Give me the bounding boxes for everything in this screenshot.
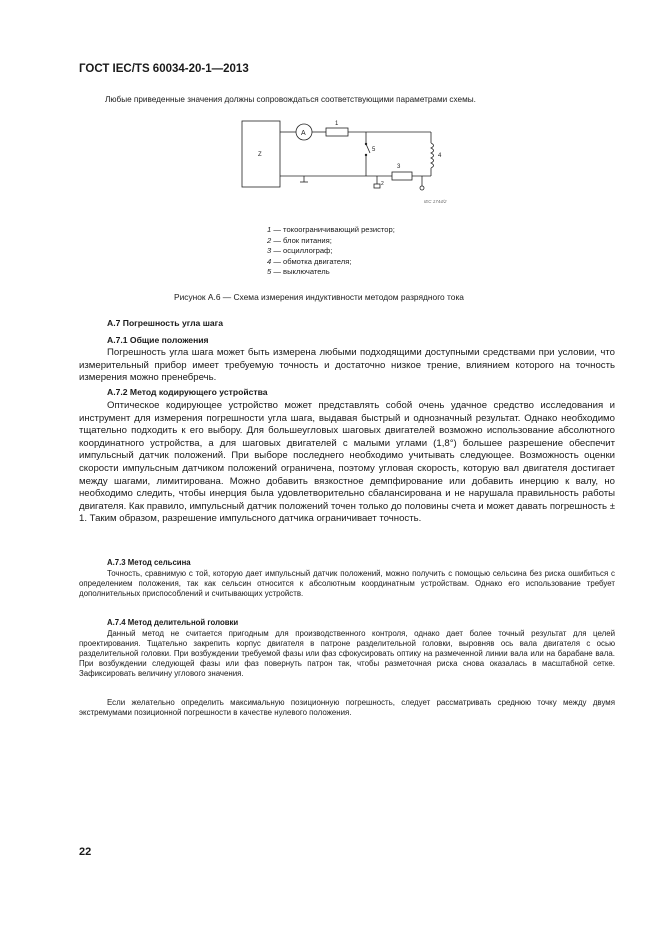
intro-text: Любые приведенные значения должны сопровождаться соответствующими параметрами схемы. xyxy=(105,95,476,104)
section-a7-title: А.7 Погрешность угла шага xyxy=(107,318,224,328)
label-ammeter: A xyxy=(301,130,306,137)
figure-legend xyxy=(267,225,395,278)
winding-4-symbol xyxy=(431,143,434,168)
label-3: 3 xyxy=(397,164,401,170)
label-1: 1 xyxy=(335,121,339,127)
label-2: 2 xyxy=(381,181,384,187)
subsection-a72-text: Оптическое кодирующее устройство может представлять собой очень удачное средство исследования и инструмент для измерения погрешности угла шага, выдавая быстрый и однозначный результат. Однако необходимо тщательно подходить к его выбору. Для большеугловых шаговых двигателей возможно использование абсолютного координатного устройства, а для шаговых двигателей с малыми углами (1,8°) большее разрешение обеспечит импульсный датчик положений. При выборе последнего необходимо учитывать следующее. Возможность оценки скорости импульсным датчиком положений ограничена, поэтому угловая скорость, которую вал двигателя достигает между шагами, лимитирована. Можно добавить вязкостное демпфирование или добавить инерцию к валу, но необходимо следить, чтобы инерция была удовлетворительно сбалансирована и не нарушала правильность работы двигателя. Как правило, импульсный датчик положений точен только до половины счета и может давать погрешность ± 1. Таким образом, разрешение импульсного датчика ограничивает точность. xyxy=(79,400,615,525)
subsection-a72-title: А.7.2 Метод кодирующего устройства xyxy=(107,387,268,397)
legend-item: 5 — выключатель xyxy=(267,267,330,277)
subsection-a74-title: А.7.4 Метод делительной головки xyxy=(107,618,239,627)
resistor-1-symbol xyxy=(326,128,348,136)
subsection-a71-text: Погрешность угла шага может быть измерена любыми подходящими доступными средствами при условии, что измерительный прибор имеет требуемую точность и достаточно низкое трение, влиянием которого на точность измерения можно пренебречь. xyxy=(79,347,615,384)
legend-item: 2 — блок питания; xyxy=(267,235,332,245)
subsection-a71-title: А.7.1 Общие положения xyxy=(107,335,209,345)
document-header: ГОСТ IEC/TS 60034-20-1—2013 xyxy=(79,63,249,75)
label-5: 5 xyxy=(372,147,376,153)
circuit-diagram xyxy=(234,117,474,217)
page-number: 22 xyxy=(79,846,92,858)
subsection-a73-title: А.7.3 Метод сельсина xyxy=(107,558,191,567)
iec-tag: IEC 1744/2 xyxy=(424,199,447,204)
resistor-3-symbol xyxy=(392,172,412,180)
label-4: 4 xyxy=(438,153,442,159)
figure-caption: Рисунок А.6 — Схема измерения индуктивности методом разрядного тока xyxy=(174,292,464,302)
label-z: Z xyxy=(258,152,262,158)
legend-item: 4 — обмотка двигателя; xyxy=(267,256,352,266)
legend-item: 3 — осциллограф; xyxy=(267,246,333,256)
subsection-a73-text: Точность, сравнимую с той, которую дает импульсный датчик положений, можно получить с помощью сельсина без риска ошибиться с определением положения, так как сельсин относится к абсолютным координатным устройствам. Однако его использование требует дополнительных приспособлений и считывающих устройств. xyxy=(79,569,615,599)
subsection-a74-text: Данный метод не считается пригодным для производственного контроля, однако дает более точный результат для целей проектирования. Тщательно закрепить корпус двигателя в патроне разделительной головки, выровняв ось вала двигателя с осью разделительной головки. При возбуждении требуемой фазы или фаз сфокусировать оптику на размеченной линии вала или на барабане вала. При возбуждении следующей фазы или фаз повернуть патрон так, чтобы разметочная риска снова оказалась в масштабной сетке. Зафиксировать величину углового значения. xyxy=(79,629,615,679)
legend-item: 1 — токоограничивающий резистор; xyxy=(267,225,395,234)
subsection-a74-text-2: Если желательно определить максимальную позиционную погрешность, следует рассматривать среднюю точку между двумя экстремумами позиционной погрешности в качестве нулевого положения. xyxy=(79,698,615,718)
